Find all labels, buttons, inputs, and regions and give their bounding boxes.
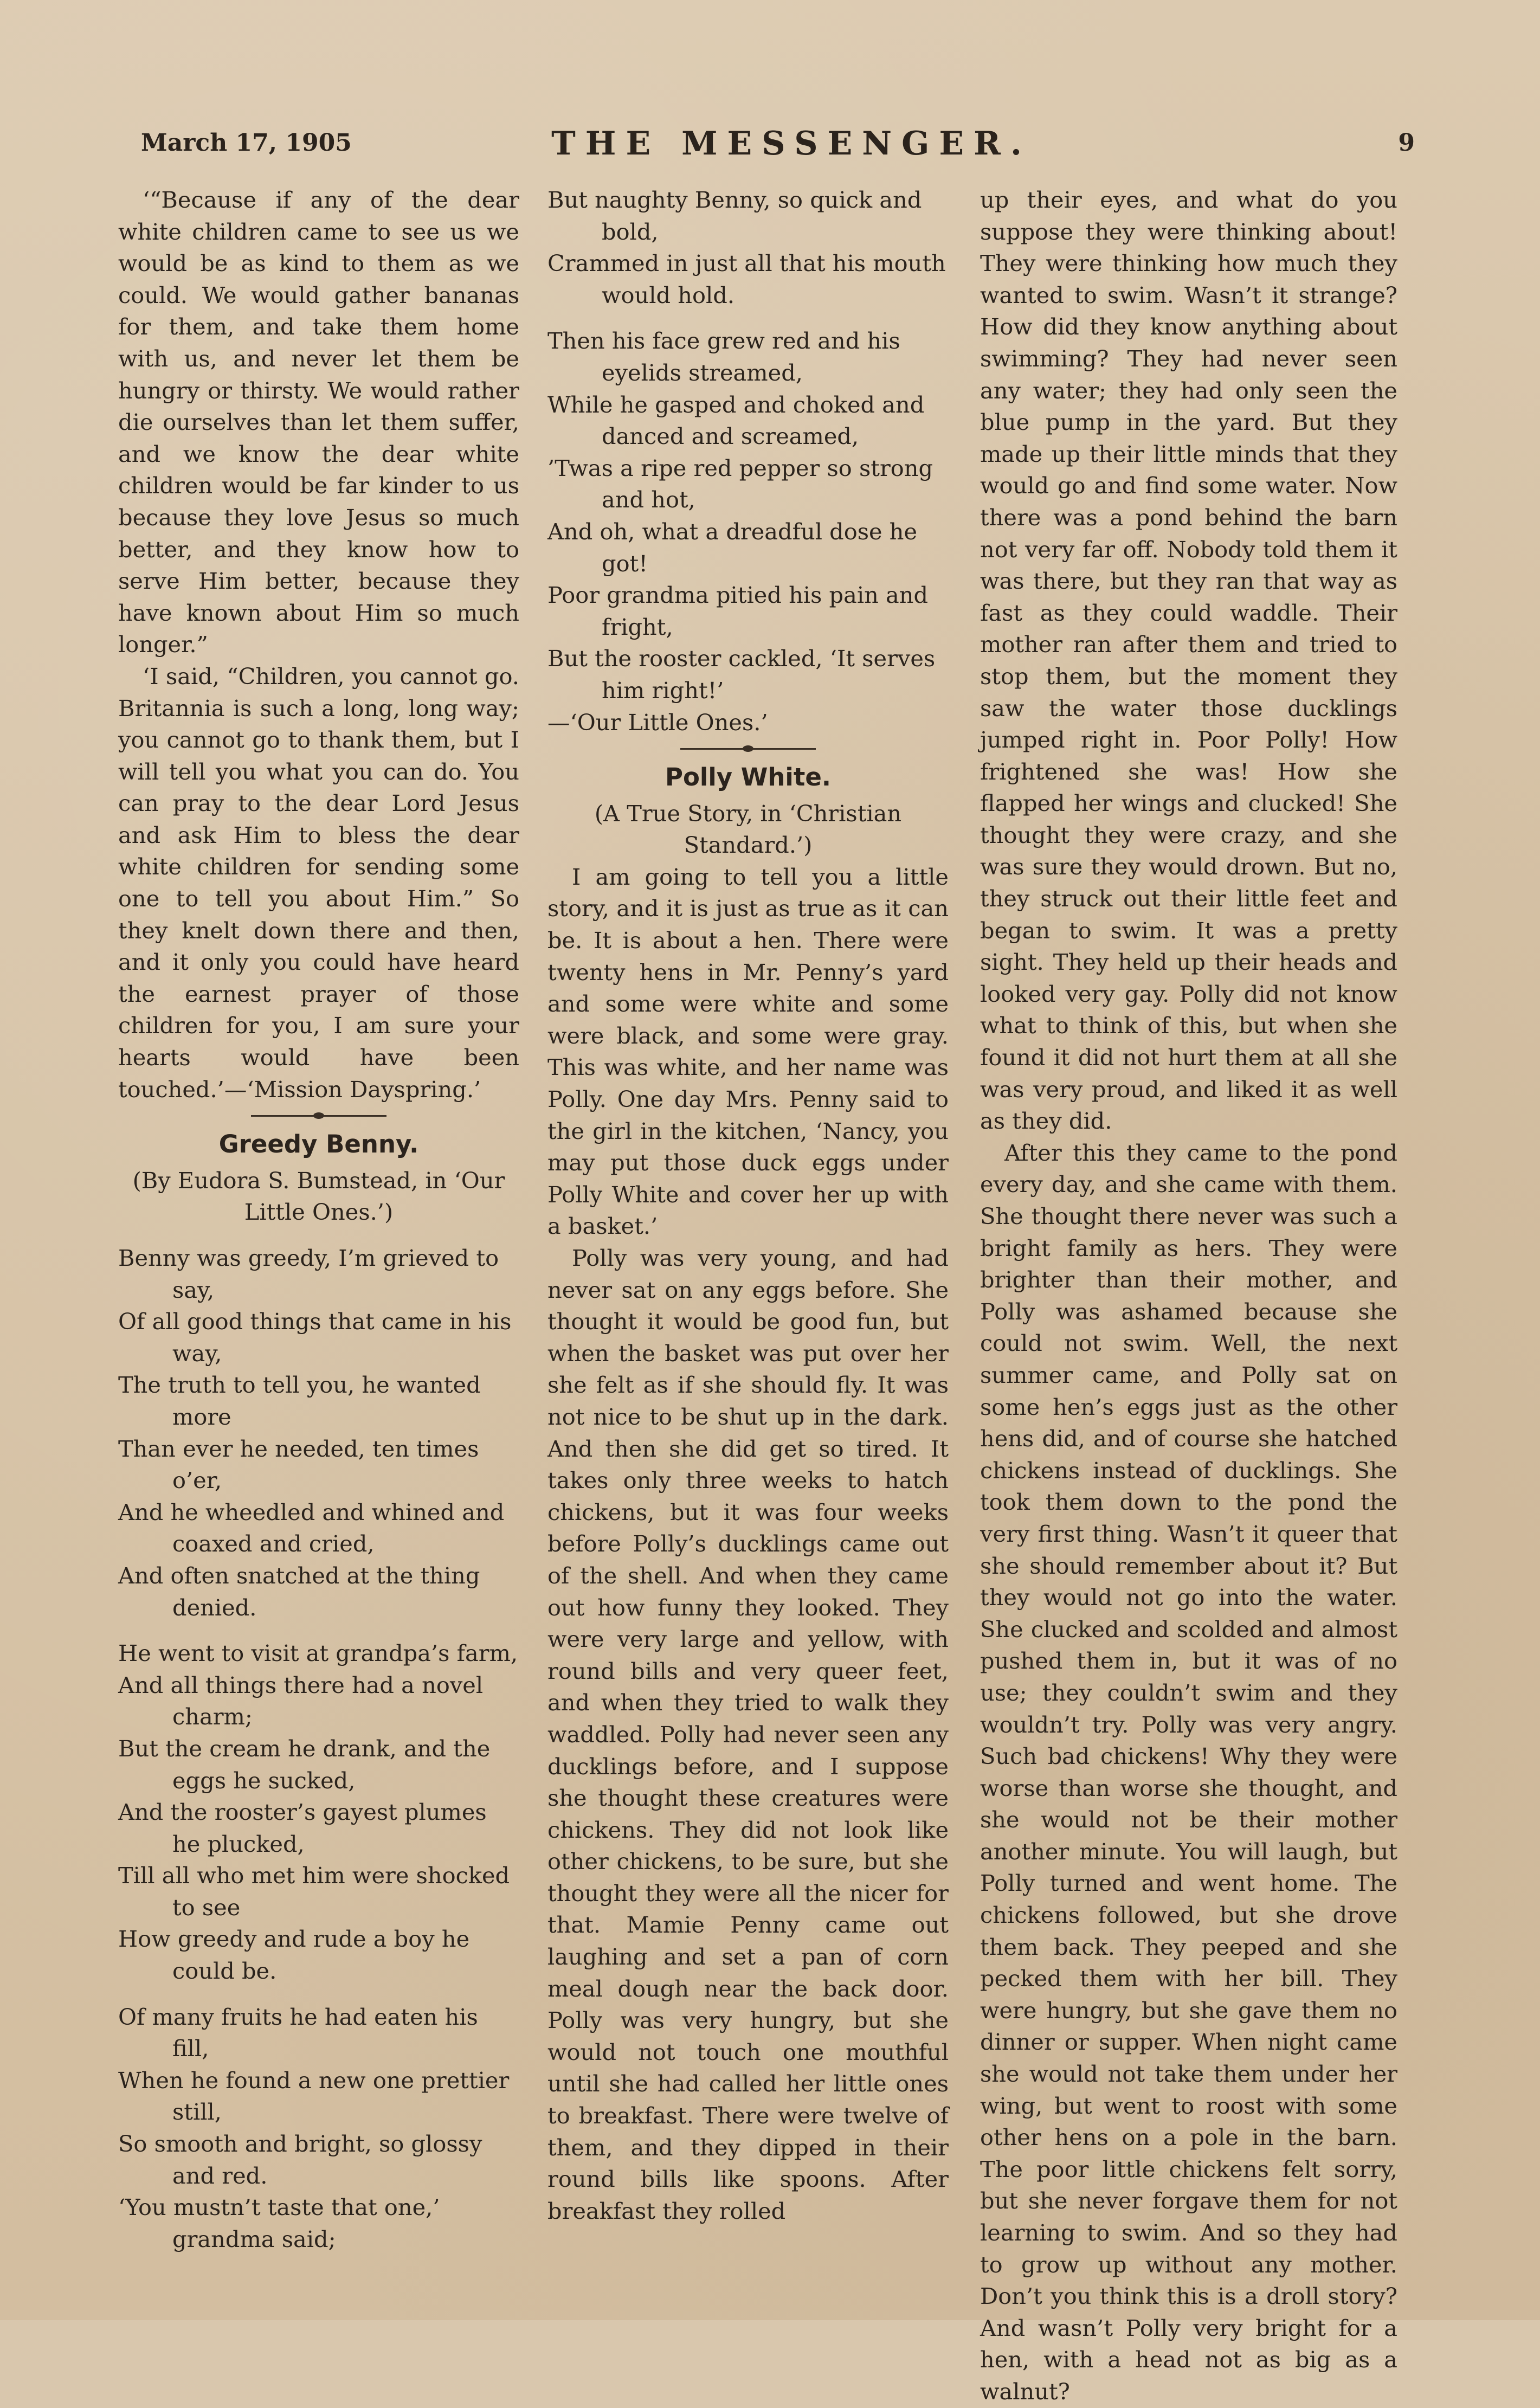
spacer — [118, 1624, 519, 1638]
spacer — [118, 1228, 519, 1242]
verse-line: But naughty Benny, so quick and bold, — [547, 186, 922, 245]
verse-line: But the rooster cackled, ‘It serves him right!’ — [547, 645, 936, 704]
verse-line: And oh, what a dreadful dose he got! — [547, 518, 918, 577]
verse-line: Of many fruits he had eaten his fill, — [118, 2003, 478, 2062]
article-title-greedy-benny: Greedy Benny. — [218, 1130, 419, 1159]
verse-line: And he wheedled and whined and coaxed and cried, — [118, 1498, 505, 1557]
poem-source: —‘Our Little Ones.’ — [547, 709, 768, 736]
verse-line: Then his face grew red and his eyelids streamed, — [547, 327, 900, 386]
verse-line: Poor grandma pitied his pain and fright, — [547, 582, 929, 640]
paragraph: After this they came to the pond every day, and she came with them. She thought there never was such a bright family as hers. They were brighter than their mother, and Polly was ashamed because she could not swim. Well, the next summer came, and Polly sat on some hen’s eggs just as the other hens did, and of course she hatched chickens instead of ducklings. She took them down to the pond the very first thing. Wasn’t it queer that she should remember about it? But they would not go into the water. She clucked and scolded and almost pushed them in, but it was of no use; they couldn’t swim and they wouldn’t try. Polly was very angry. Such bad chickens! Why they were worse than worse she thought, and she would not be their mother another minute. You will laugh, but Polly turned and went home. The chickens followed, but she drove them back. They peeped and she pecked them with her bill. They were hungry, but she gave them no dinner or supper. When night came she would not take them under her wing, but went to roost with some other hens on a pole in the barn. The poor little chickens felt sorry, but she never forgave them for not learning to swim. And so they had to grow up without any mother. Don’t you think this is a droll story? And wasn’t Polly very bright for a hen, with a head not as big as a walnut? — [980, 1139, 1397, 2405]
verse-line: Of all good things that came in his way, — [118, 1308, 512, 1367]
verse-line: ‘You mustn’t taste that one,’ grandma said; — [118, 2194, 440, 2252]
article-title-polly-white: Polly White. — [665, 763, 831, 792]
paragraph: ‘I said, “Children, you cannot go. Britannia is such a long, long way; you cannot go to thank them, but I will tell you what you can do. You can pray to the dear Lord Jesus and ask Him to bless the dear white children for sending some one to tell you about Him.” So they knelt down there and then, and it only you could have heard the earnest prayer of those children for you, I am sure your hearts would have been touched.’—‘Mission Dayspring.’ — [118, 662, 519, 1103]
verse-line: But the cream he drank, and the eggs he sucked, — [118, 1735, 491, 1794]
paragraph: up their eyes, and what do you suppose they were thinking about! They were thinking how much they wanted to swim. Wasn’t it strange? How did they know anything about swimming? They had never seen any water; they had only seen the blue pump in the yard. But they made up their little minds that they would go and find some water. Now there was a pond behind the barn not very far off. Nobody told them it was there, but they ran that way as fast as they could waddle. Their mother ran after them and tried to stop them, but the moment they saw the water those ducklings jumped right in. Poor Polly! How frightened she was! How she flapped her wings and clucked! She thought they were crazy, and she was sure they would drown. But no, they struck out their little feet and began to swim. It was a pretty sight. They held up their heads and looked very gay. Polly did not know what to think of this, but when she found it did not hurt them at all she was very proud, and liked it as well as they did. — [980, 186, 1397, 1135]
verse-line: How greedy and rude a boy he could be. — [118, 1926, 470, 1985]
verse-line: ’Twas a ripe red pepper so strong and hot, — [547, 454, 933, 513]
article-credit: (A True Story, in ‘Christian Standard.’) — [594, 800, 902, 859]
page-number: 9 — [1398, 129, 1415, 157]
verse-line: And often snatched at the thing denied. — [118, 1562, 480, 1621]
verse-line: The truth to tell you, he wanted more — [118, 1372, 481, 1430]
verse-line: Crammed in just all that his mouth would hold. — [547, 250, 946, 308]
article-credit: (By Eudora S. Bumstead, in ‘Our Little Ones.’) — [132, 1167, 505, 1226]
paragraph: ‘“Because if any of the dear white children came to see us we would be as kind to them as we could. We would gather bananas for them, and take them home with us, and never let them be hungry or thirsty. We would rather die ourselves than let them suffer, and we know the dear white children would be far kinder to us because they love Jesus so much better, and they know how to serve Him better, because they have known about Him so much longer.” — [118, 186, 519, 658]
section-divider — [680, 748, 816, 750]
issue-date: March 17, 1905 — [141, 129, 352, 157]
spacer — [118, 1987, 519, 2001]
verse-line: He went to visit at grandpa’s farm, — [118, 1640, 518, 1667]
poem-greedy-benny-continued — [547, 184, 949, 738]
section-divider — [251, 1115, 386, 1117]
spacer — [547, 311, 949, 325]
paragraph: Polly was very young, and had never sat on any eggs before. She thought it would be good fun, but when the basket was put over her she felt as if she should fly. It was not nice to be shut up in the dark. And then she did get so tired. It takes only three weeks to hatch chickens, but it was four weeks before Polly’s ducklings came out of the shell. And when they came out how funny they looked. They were very large and yellow, with round bills and very queer feet, and when they tried to walk they waddled. Polly had never seen any ducklings before, and I suppose she thought these creatures were chickens. They did not look like other chickens, to be sure, but she thought they were all the nicer for that. Mamie Penny came out laughing and set a pan of corn meal dough near the back door. Polly was very hungry, but she would not touch one mouthful until she had called her little ones to breakfast. There were twelve of them, and they dipped in their round bills like spoons. After breakfast they rolled — [547, 1245, 949, 2224]
column-1 — [118, 184, 519, 2252]
verse-line: Benny was greedy, I’m grieved to say, — [118, 1245, 499, 1303]
verse-line: Till all who met him were shocked to see — [118, 1862, 510, 1921]
poem-greedy-benny — [118, 1242, 519, 2255]
verse-line: And all things there had a novel charm; — [118, 1671, 484, 1730]
verse-line: And the rooster’s gayest plumes he plucked, — [118, 1799, 487, 1857]
page-header — [141, 125, 1415, 167]
column-2 — [547, 184, 949, 2224]
paragraph: I am going to tell you a little story, and it is just as true as it can be. It is about a hen. There were twenty hens in Mr. Penny’s yard and some were white and some were black, and some were gray. This was white, and her name was Polly. One day Mrs. Penny said to the girl in the kitchen, ‘Nancy, you may put those duck eggs under Polly White and cover her up with a basket.’ — [547, 863, 949, 1240]
masthead-title: THE MESSENGER. — [551, 125, 1032, 163]
verse-line: Than ever he needed, ten times o’er, — [118, 1435, 479, 1494]
verse-line: So smooth and bright, so glossy and red. — [118, 2130, 482, 2189]
verse-line: While he gasped and choked and danced and screamed, — [547, 391, 925, 450]
verse-line: When he found a new one prettier still, — [118, 2066, 510, 2126]
column-3 — [980, 184, 1397, 2405]
